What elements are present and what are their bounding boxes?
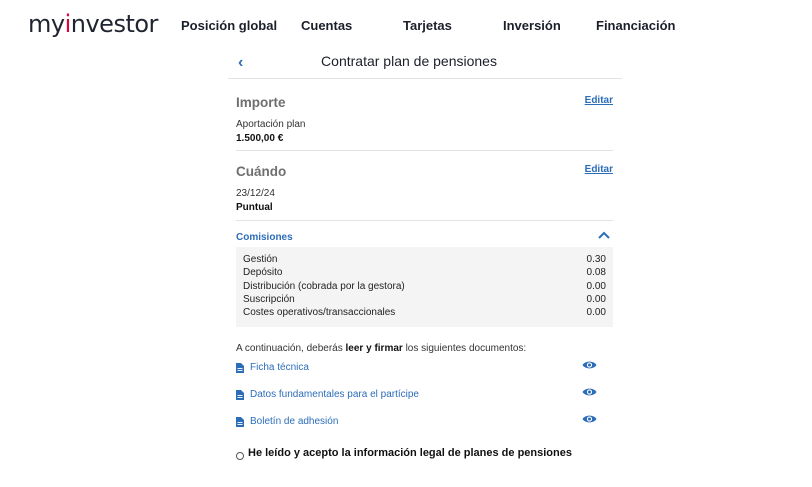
- fee-name: Distribución (cobrada por la gestora): [243, 280, 405, 292]
- fee-row: [236, 254, 613, 267]
- eye-icon[interactable]: [582, 387, 597, 397]
- importe-edit-link[interactable]: Editar: [584, 95, 613, 106]
- document-label[interactable]: Ficha técnica: [250, 362, 309, 373]
- document-label[interactable]: Boletín de adhesión: [250, 416, 339, 427]
- fee-row: [236, 281, 613, 294]
- document-datos-fundamentales[interactable]: [236, 389, 613, 403]
- logo-text-investor: nvestor: [70, 10, 158, 38]
- main-nav: [0, 18, 812, 36]
- importe-label: Aportación plan: [236, 119, 306, 130]
- top-navigation-bar: [0, 0, 812, 50]
- document-label[interactable]: Datos fundamentales para el partícipe: [250, 389, 419, 400]
- fee-value: 0.00: [586, 307, 606, 319]
- comisiones-toggle[interactable]: Comisiones: [236, 232, 293, 243]
- importe-title: Importe: [236, 95, 286, 110]
- nav-posicion-global[interactable]: Posición global: [181, 18, 278, 33]
- nav-cuentas[interactable]: Cuentas: [301, 18, 353, 33]
- accept-label[interactable]: He leído y acepto la información legal de planes de pensiones: [248, 447, 572, 459]
- fee-row: [236, 294, 613, 307]
- importe-value: 1.500,00 €: [236, 133, 284, 144]
- fee-value: 0.00: [586, 293, 606, 305]
- cuando-title: Cuándo: [236, 164, 287, 179]
- file-icon: [236, 390, 244, 400]
- accept-legal-row[interactable]: [234, 447, 614, 463]
- intro-text-end: los siguientes documentos:: [402, 343, 527, 354]
- cuando-divider: [236, 220, 613, 221]
- intro-text-bold: leer y firmar: [345, 343, 403, 354]
- fee-value: 0.08: [586, 267, 606, 279]
- back-button[interactable]: ‹: [238, 54, 244, 71]
- cuando-type: Puntual: [236, 202, 273, 213]
- fee-name: Depósito: [243, 267, 283, 279]
- importe-divider: [236, 150, 613, 151]
- document-boletin-adhesion[interactable]: [236, 416, 613, 430]
- page-title: Contratar plan de pensiones: [321, 53, 497, 69]
- fee-name: Costes operativos/transaccionales: [243, 307, 396, 319]
- cuando-edit-link[interactable]: Editar: [584, 164, 613, 175]
- nav-inversion[interactable]: Inversión: [503, 18, 561, 33]
- contract-pension-plan-panel: [228, 44, 622, 484]
- fee-value: 0.30: [586, 254, 606, 265]
- header-divider: [228, 78, 622, 79]
- fee-row: [236, 267, 613, 280]
- fee-row: [236, 307, 613, 320]
- file-icon: [236, 363, 244, 373]
- nav-financiacion[interactable]: Financiación: [596, 18, 676, 33]
- eye-icon[interactable]: [582, 360, 597, 370]
- documents-intro: [236, 343, 526, 354]
- fee-value: 0.00: [586, 280, 606, 292]
- file-icon: [236, 417, 244, 427]
- accept-radio[interactable]: [236, 452, 244, 460]
- nav-tarjetas[interactable]: Tarjetas: [403, 18, 452, 33]
- document-ficha-tecnica[interactable]: [236, 362, 613, 376]
- chevron-up-icon[interactable]: [598, 230, 610, 240]
- fee-name: Gestión: [243, 254, 278, 265]
- logo-text-my: my: [28, 10, 65, 38]
- intro-text-start: A continuación, deberás: [236, 343, 346, 354]
- logo-text-mark: i: [64, 10, 71, 38]
- comisiones-table: [236, 247, 613, 327]
- cuando-date: 23/12/24: [236, 188, 275, 199]
- eye-icon[interactable]: [582, 414, 597, 424]
- fee-name: Suscripción: [243, 293, 295, 305]
